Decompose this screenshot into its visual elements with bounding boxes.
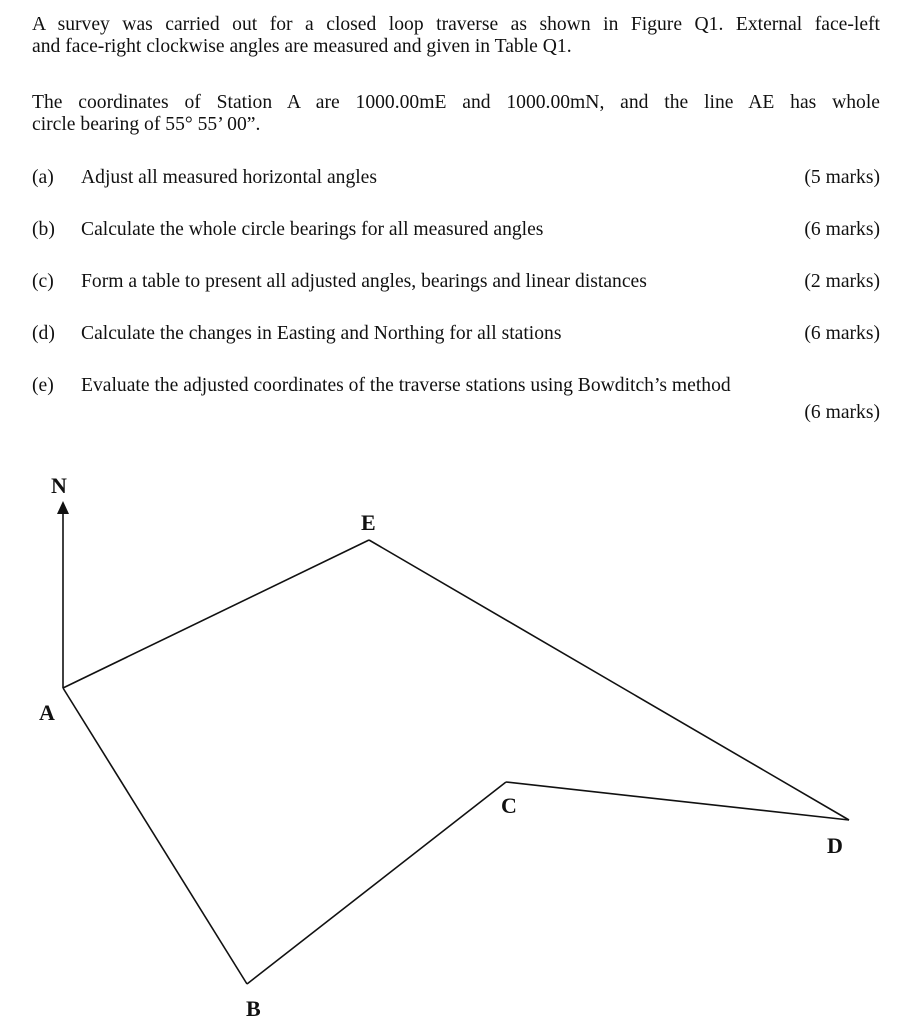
question-text: Evaluate the adjusted coordinates of the traverse stations using Bowditch’s method <box>81 375 731 396</box>
question-label: (b) <box>32 219 55 240</box>
question-label: (e) <box>32 375 54 396</box>
question-label: (a) <box>32 167 54 188</box>
traverse-leg-ed <box>369 540 849 820</box>
question-text: Adjust all measured horizontal angles <box>81 167 378 188</box>
question-marks: (6 marks) <box>804 402 880 423</box>
north-label: N <box>51 473 67 498</box>
intro-line: The coordinates of Station A are 1000.00mE and 1000.00mN, and the line AE has whole <box>32 92 880 113</box>
traverse-leg-dc <box>506 782 849 820</box>
question-label: (d) <box>32 323 55 344</box>
intro-line: and face-right clockwise angles are measured and given in Table Q1. <box>32 36 572 57</box>
station-label-b: B <box>246 996 261 1021</box>
traverse-leg-cb <box>247 782 506 984</box>
north-arrow-icon <box>57 501 69 514</box>
question-marks: (5 marks) <box>804 167 880 188</box>
intro-line: A survey was carried out for a closed loop traverse as shown in Figure Q1. External face-left <box>32 14 880 35</box>
question-text: Calculate the whole circle bearings for all measured angles <box>81 219 544 240</box>
question-label: (c) <box>32 271 54 292</box>
station-label-e: E <box>361 510 376 535</box>
station-label-a: A <box>39 700 55 725</box>
traverse-leg-ae <box>63 540 369 688</box>
question-marks: (6 marks) <box>804 323 880 344</box>
traverse-leg-ba <box>63 688 247 984</box>
question-marks: (6 marks) <box>804 219 880 240</box>
question-marks: (2 marks) <box>804 271 880 292</box>
intro-line: circle bearing of 55° 55’ 00”. <box>32 114 261 135</box>
question-text: Form a table to present all adjusted angles, bearings and linear distances <box>81 271 647 292</box>
station-label-c: C <box>501 793 517 818</box>
station-label-d: D <box>827 833 843 858</box>
question-text: Calculate the changes in Easting and Northing for all stations <box>81 323 562 344</box>
